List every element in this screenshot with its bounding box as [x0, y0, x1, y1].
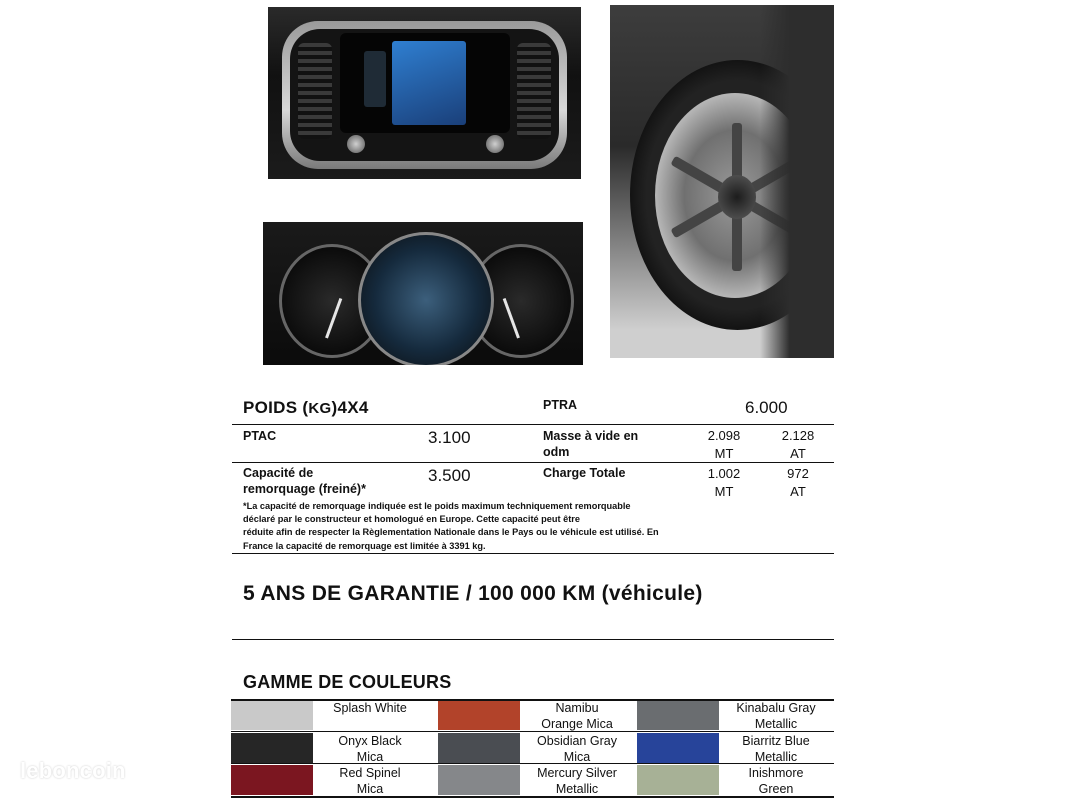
colour-swatch	[637, 733, 719, 763]
masse-mt-value: 2.098	[707, 428, 741, 443]
weight-section-title: POIDS (KG)4X4	[243, 398, 369, 417]
colour-swatch	[637, 765, 719, 795]
colour-name-line2: Orange Mica	[541, 716, 613, 731]
colour-name-line2: Mica	[356, 749, 384, 764]
footnote-line: déclaré par le constructeur et homologué en Europe. Cette capacité peut être	[243, 514, 580, 525]
section-rule	[232, 553, 834, 554]
wheel-hub	[718, 175, 756, 219]
colour-name-line1: Mercury Silver	[537, 766, 617, 780]
towing-footnote	[243, 500, 823, 553]
colour-name-line1: Namibu	[555, 701, 599, 715]
charge-at-unit: AT	[790, 484, 806, 499]
colour-swatch	[231, 765, 313, 795]
colour-name-line1: Kinabalu Gray	[736, 701, 816, 715]
colour-name	[311, 734, 429, 765]
colour-name-line1: Obsidian Gray	[537, 734, 617, 748]
charge-mt-value: 1.002	[707, 466, 741, 481]
infotainment-photo	[268, 7, 581, 179]
charge-at-value: 972	[787, 466, 809, 481]
leboncoin-watermark: leboncoin	[20, 758, 126, 783]
footnote-line: réduite afin de respecter la Règlementation Nationale dans le Pays ou le véhicule est utilisé. En	[243, 527, 659, 538]
masse-label-line1: Masse à vide en	[543, 429, 639, 443]
remorquage-value: 3.500	[428, 466, 471, 485]
colour-name-line2: Mica	[563, 749, 591, 764]
colour-swatch	[231, 733, 313, 763]
colour-swatch	[231, 700, 313, 730]
table-rule	[232, 424, 834, 425]
colour-grid-line	[231, 796, 834, 798]
ptac-label: PTAC	[243, 429, 277, 443]
colour-grid-line	[231, 731, 834, 732]
table-rule	[232, 462, 834, 463]
volume-knob	[347, 135, 365, 153]
colour-name-line2: Mica	[356, 781, 384, 796]
touchscreen	[340, 33, 510, 133]
tuning-knob	[486, 135, 504, 153]
screen-app-panel	[392, 41, 466, 125]
colour-name	[717, 766, 835, 797]
air-vent-right	[517, 43, 551, 139]
colour-swatch	[438, 733, 520, 763]
ptra-value: 6.000	[745, 398, 788, 417]
colour-name	[717, 734, 835, 765]
colours-heading: GAMME DE COULEURS	[243, 672, 452, 692]
colour-name	[311, 766, 429, 797]
remorquage-label-line2: remorquage (freiné)*	[243, 482, 366, 496]
colour-name	[311, 701, 429, 717]
colour-swatch	[637, 700, 719, 730]
masse-mt-unit: MT	[714, 446, 734, 461]
warranty-heading: 5 ANS DE GARANTIE / 100 000 KM (véhicule)	[243, 582, 703, 605]
colour-name-line1: Onyx Black	[338, 734, 402, 748]
colour-swatch	[438, 765, 520, 795]
colour-name	[518, 766, 636, 797]
colour-grid-line	[231, 763, 834, 764]
speedometer-display	[358, 232, 494, 365]
colour-grid-line	[231, 699, 834, 701]
colour-name	[518, 701, 636, 732]
remorquage-label-line1: Capacité de	[243, 466, 314, 480]
air-vent-left	[298, 43, 332, 139]
wheel-photo	[610, 5, 834, 358]
screen-status-panel	[364, 51, 386, 107]
wheel-arch	[760, 5, 834, 358]
masse-at-value: 2.128	[781, 428, 815, 443]
colour-name	[518, 734, 636, 765]
colour-name-line1: Red Spinel	[339, 766, 401, 780]
colour-name-line1: Inishmore	[748, 766, 804, 780]
footnote-line: France la capacité de remorquage est limitée à 3391 kg.	[243, 540, 486, 551]
footnote-line: *La capacité de remorquage indiquée est le poids maximum techniquement remorquable	[243, 501, 631, 511]
colour-name	[717, 701, 835, 732]
colour-swatch	[438, 700, 520, 730]
masse-label-line2: odm	[543, 445, 570, 459]
colour-name-line1: Splash White	[333, 701, 407, 715]
section-rule	[232, 639, 834, 640]
masse-at-unit: AT	[790, 446, 806, 461]
colour-name-line2: Metallic	[754, 716, 798, 731]
charge-mt-unit: MT	[714, 484, 734, 499]
colour-name-line2: Metallic	[754, 749, 798, 764]
instrument-cluster-photo	[263, 222, 583, 365]
colour-name-line2: Green	[758, 781, 794, 796]
colour-name-line1: Biarritz Blue	[742, 734, 810, 748]
ptac-value: 3.100	[428, 428, 471, 447]
charge-label: Charge Totale	[543, 466, 626, 480]
ptra-label: PTRA	[543, 398, 578, 412]
colour-name-line2: Metallic	[555, 781, 599, 796]
